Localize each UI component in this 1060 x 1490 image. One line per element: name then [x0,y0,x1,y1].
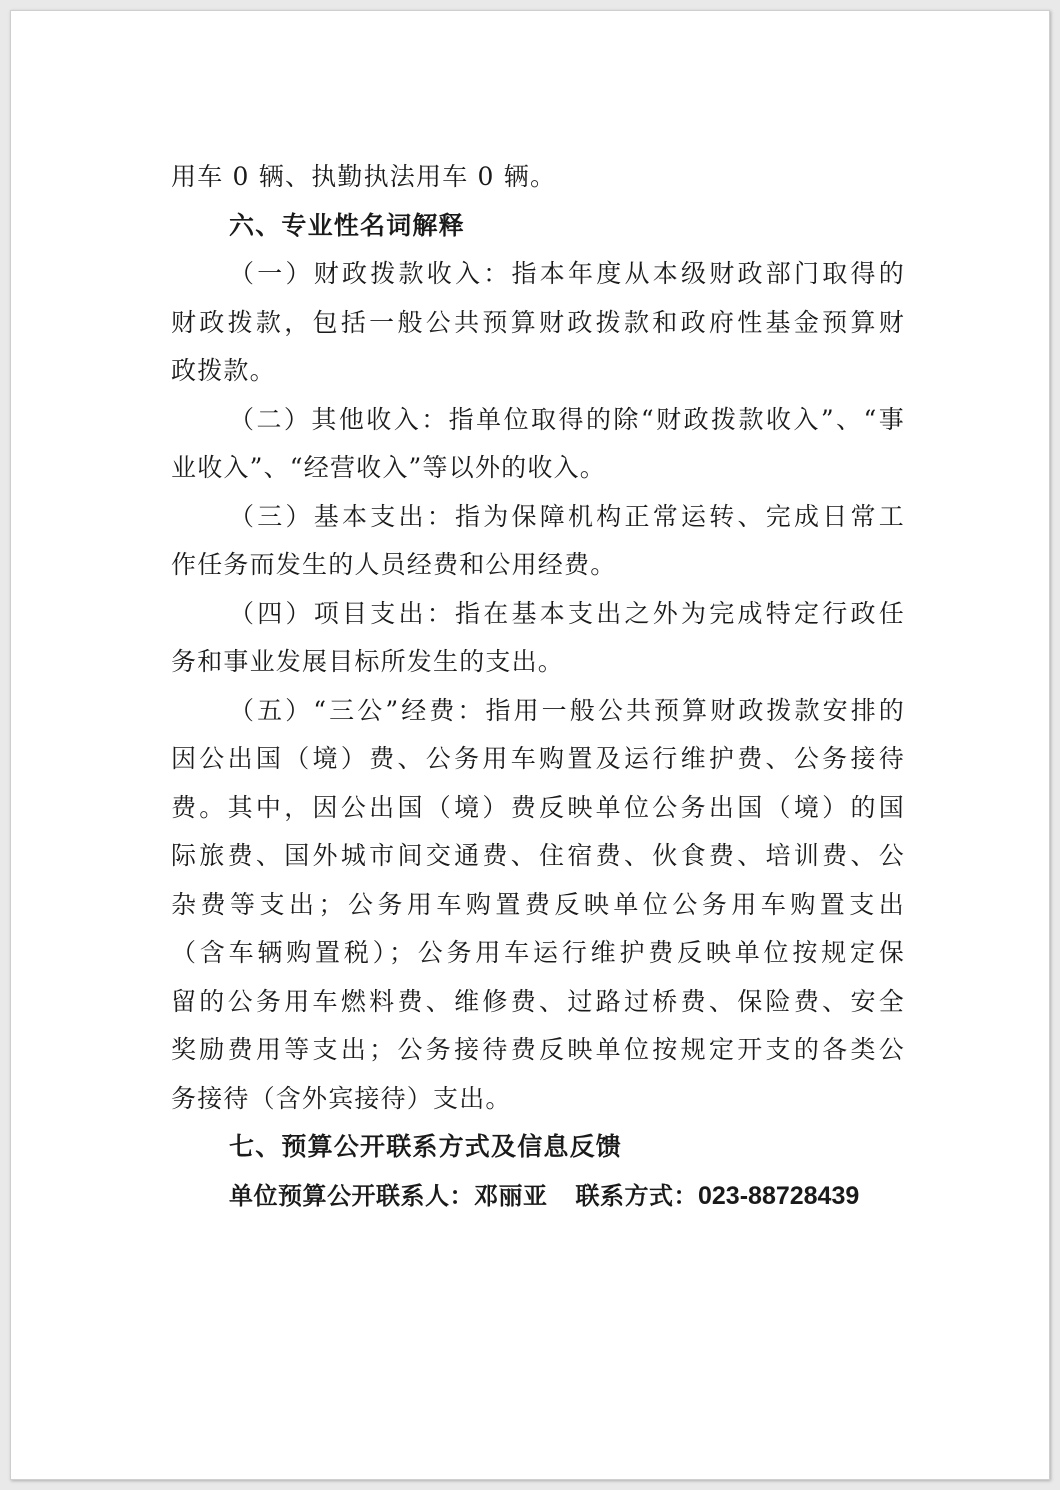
paragraph-line: （四）项目支出：指在基本支出之外为完成特定行政任 [229,598,905,628]
paragraph-line: 政拨款。 [171,356,276,385]
contact-method-label: 联系方式： [575,1181,698,1210]
paragraph-line: 因公出国（境）费、公务用车购置及运行维护费、公务接待 [171,744,905,773]
contact-person-label: 单位预算公开联系人： [229,1181,474,1210]
document-body [171,153,905,1220]
paragraph-line: 用车 0 辆、执勤执法用车 0 辆。 [171,162,557,191]
paragraph-line: 务和事业发展目标所发生的支出。 [171,647,565,676]
paragraph-line: 留的公务用车燃料费、维修费、过路过桥费、保险费、安全 [171,986,905,1016]
paragraph-line: （一）财政拨款收入：指本年度从本级财政部门取得的 [229,259,905,288]
paragraph-line: 财政拨款，包括一般公共预算财政拨款和政府性基金预算财 [171,307,905,337]
paragraph-line: 费。其中，因公出国（境）费反映单位公务出国（境）的国 [171,792,905,822]
paragraph-line: 杂费等支出；公务用车购置费反映单位公务用车购置支出 [171,889,905,919]
paragraph-line: （含车辆购置税）；公务用车运行维护费反映单位按规定保 [171,938,905,967]
contact-phone: 023-88728439 [698,1181,860,1210]
section-heading-6: 六、专业性名词解释 [229,210,465,240]
paragraph-line: 业收入”、“经营收入”等以外的收入。 [171,453,606,482]
paragraph-line: （二）其他收入：指单位取得的除“财政拨款收入”、“事 [229,404,905,434]
contact-person: 邓丽亚 [474,1181,548,1210]
contact-line [171,1172,905,1221]
paragraph-line: 作任务而发生的人员经费和公用经费。 [171,550,617,579]
paragraph-line: （五）“三公”经费：指用一般公共预算财政拨款安排的 [229,695,905,725]
document-page [10,10,1050,1480]
paragraph-line: 奖励费用等支出；公务接待费反映单位按规定开支的各类公 [171,1035,905,1064]
paragraph-line: 际旅费、国外城市间交通费、住宿费、伙食费、培训费、公 [171,841,905,870]
section-heading-7: 七、预算公开联系方式及信息反馈 [229,1132,623,1161]
paragraph-line: 务接待（含外宾接待）支出。 [171,1083,512,1113]
paragraph-line: （三）基本支出：指为保障机构正常运转、完成日常工 [229,501,905,531]
